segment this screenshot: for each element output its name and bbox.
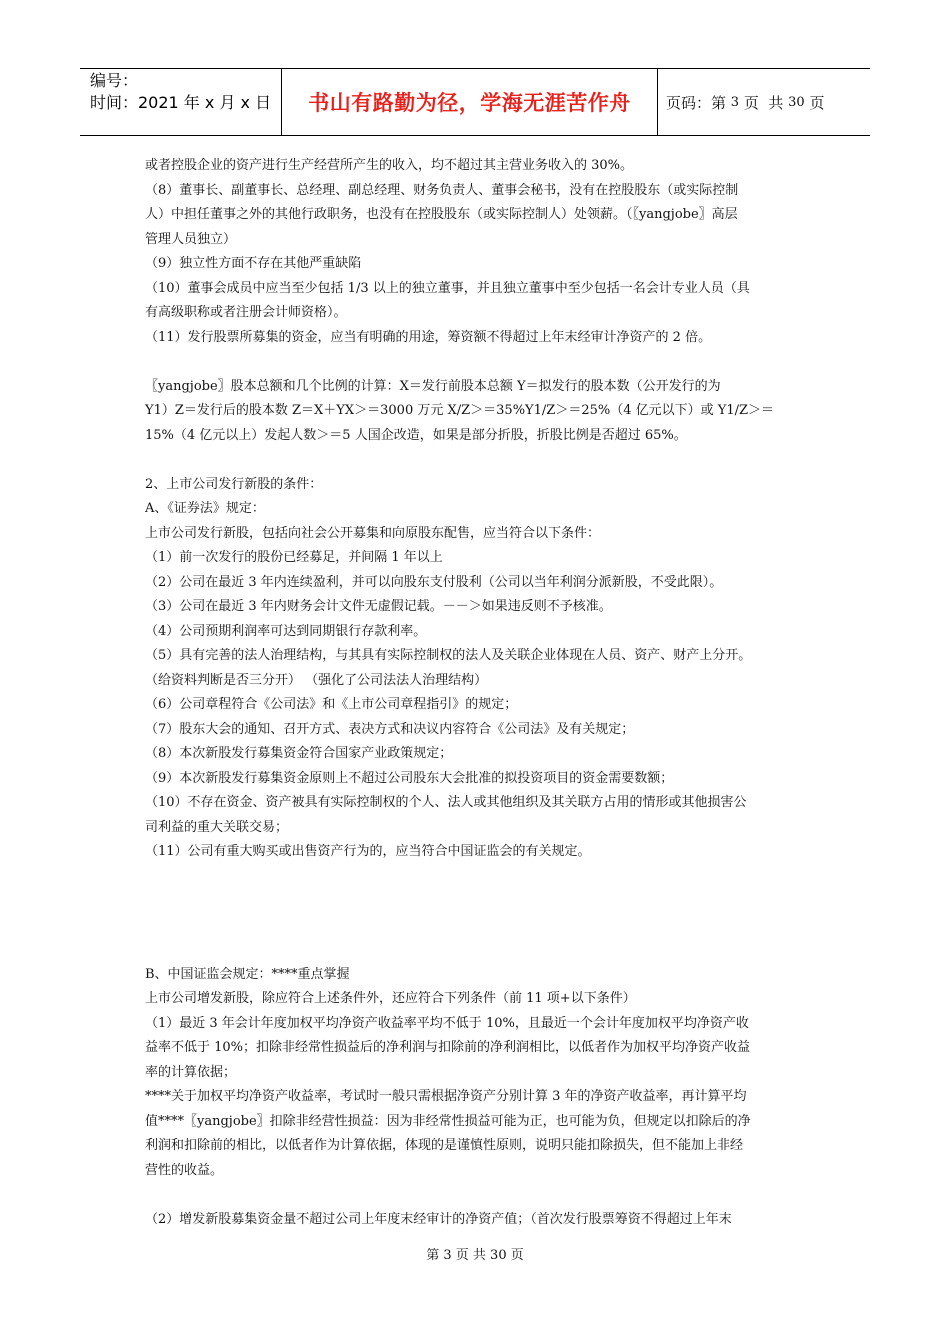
page-header [80,68,870,136]
text-line: B、中国证监会规定：****重点掌握 [145,966,350,982]
page-prefix: 页码：第 [666,93,731,112]
page-current: 3 [730,94,740,110]
text-line: （给资料判断是否三分开） （强化了公司法法人治理结构） [145,672,488,688]
header-left-cell [80,69,282,135]
text-line: （8）董事长、副董事长、总经理、副总经理、财务负责人、董事会秘书，没有在控股股东（或实际控制 [145,182,739,198]
blank-line [145,938,815,963]
text-line: （2）增发新股募集资金量不超过公司上年度末经审计的净资产值；（首次发行股票筹资不得超过上年末 [145,1211,732,1227]
page-footer: 第 3 页 共 30 页 [426,1248,524,1263]
header-motto-cell [282,69,658,135]
page-total: 30 [788,94,805,110]
time-label: 时间：2021 年 x 月 x 日 [90,93,272,112]
text-line: 2、上市公司发行新股的条件： [145,476,323,492]
text-line: （8）本次新股发行募集资金符合国家产业政策规定； [145,746,453,761]
text-line: （9）独立性方面不存在其他严重缺陷 [145,256,362,271]
text-line: 司利益的重大关联交易； [145,819,289,835]
document-body [145,154,815,1232]
text-line: 有高级职称或者注册会计师资格）。 [145,305,347,320]
text-line: 率的计算依据； [145,1064,237,1080]
text-line: 人）中担任董事之外的其他行政职务，也没有在控股股东（或实际控制人）处领薪。（〖yangjobe〗高层 [145,207,738,222]
text-line: （7）股东大会的通知、召开方式、表决方式和决议内容符合《公司法》及有关规定； [145,721,635,737]
blank-line [145,1183,815,1208]
text-line: 〖yangjobe〗股本总额和几个比例的计算：X＝发行前股本总额 Y＝拟发行的股本数（公开发行的为 [145,378,721,394]
blank-line [145,889,815,914]
text-line: （5）具有完善的法人治理结构，与其具有实际控制权的法人及关联企业体现在人员、资产、财产上分开。 [145,648,752,663]
text-line: 益率不低于 10%；扣除非经常性损益后的净利润与扣除前的净利润相比，以低者作为加权平均净资产收益 [145,1040,751,1055]
page-middle: 页 共 [739,93,789,112]
text-line: 或者控股企业的资产进行生产经营所产生的收入，均不超过其主营业务收入的 30%。 [145,158,634,173]
blank-line [145,448,815,473]
motto-text: 书山有路勤为径，学海无涯苦作舟 [308,91,631,115]
number-label: 编号： [90,71,139,90]
text-line: 值****〖yangjobe〗扣除非经营性损益：因为非经常性损益可能为正，也可能为负，但规定以扣除后的净 [145,1113,751,1129]
text-line: （11）发行股票所募集的资金，应当有明确的用途，筹资额不得超过上年末经审计净资产的 2 倍。 [145,329,712,345]
blank-line [145,914,815,939]
text-line: A、《证券法》规定： [145,501,265,516]
blank-line [145,350,815,375]
text-line: （3）公司在最近 3 年内财务会计文件无虚假记载。－－＞如果违反则不予核准。 [145,599,612,614]
text-line: （10）不存在资金、资产被具有实际控制权的个人、法人或其他组织及其关联方占用的情形或其他损害公 [145,795,747,810]
text-line: （10）董事会成员中应当至少包括 1/3 以上的独立董事，并且独立董事中至少包括一名会计专业人员（具 [145,280,750,296]
text-line: （4）公司预期利润率可达到同期银行存款利率。 [145,623,427,639]
text-line: 上市公司增发新股，除应符合上述条件外，还应符合下列条件（前 11 项+以下条件） [145,991,636,1006]
text-line: （2）公司在最近 3 年内连续盈利，并可以向股东支付股利（公司以当年利润分派新股，不受此限）。 [145,574,723,590]
text-line: 管理人员独立） [145,231,237,247]
text-line: ****关于加权平均净资产收益率，考试时一般只需根据净资产分别计算 3 年的净资产收益率，再计算平均 [145,1089,747,1104]
text-line: （11）公司有重大购买或出售资产行为的，应当符合中国证监会的有关规定。 [145,844,591,859]
text-line: （9）本次新股发行募集资金原则上不超过公司股东大会批准的拟投资项目的资金需要数额； [145,770,674,786]
text-line: 15%（4 亿元以上）发起人数＞＝5 人国企改造，如果是部分折股，折股比例是否超过 65%。 [145,427,687,443]
text-line: （1）前一次发行的股份已经募足，并间隔 1 年以上 [145,550,443,565]
text-line: 营性的收益。 [145,1162,224,1178]
text-line: （1）最近 3 年会计年度加权平均净资产收益率平均不低于 10%，且最近一个会计年度加权平均净资产收 [145,1015,749,1031]
page-suffix: 页 [804,93,825,112]
text-line: 利润和扣除前的相比，以低者作为计算依据，体现的是谨慎性原则，说明只能扣除损失，但不能加上非经 [145,1138,744,1153]
header-page-cell [658,69,870,135]
text-line: （6）公司章程符合《公司法》和《上市公司章程指引》的规定； [145,697,518,712]
text-line: Y1）Z＝发行后的股本数 Z＝X＋YX＞＝3000 万元 X/Z＞＝35%Y1/Z＞＝25%（4 亿元以下）或 Y1/Z＞＝ [145,403,775,418]
text-line: 上市公司发行新股，包括向社会公开募集和向原股东配售，应当符合以下条件： [145,525,601,541]
blank-line [145,865,815,890]
